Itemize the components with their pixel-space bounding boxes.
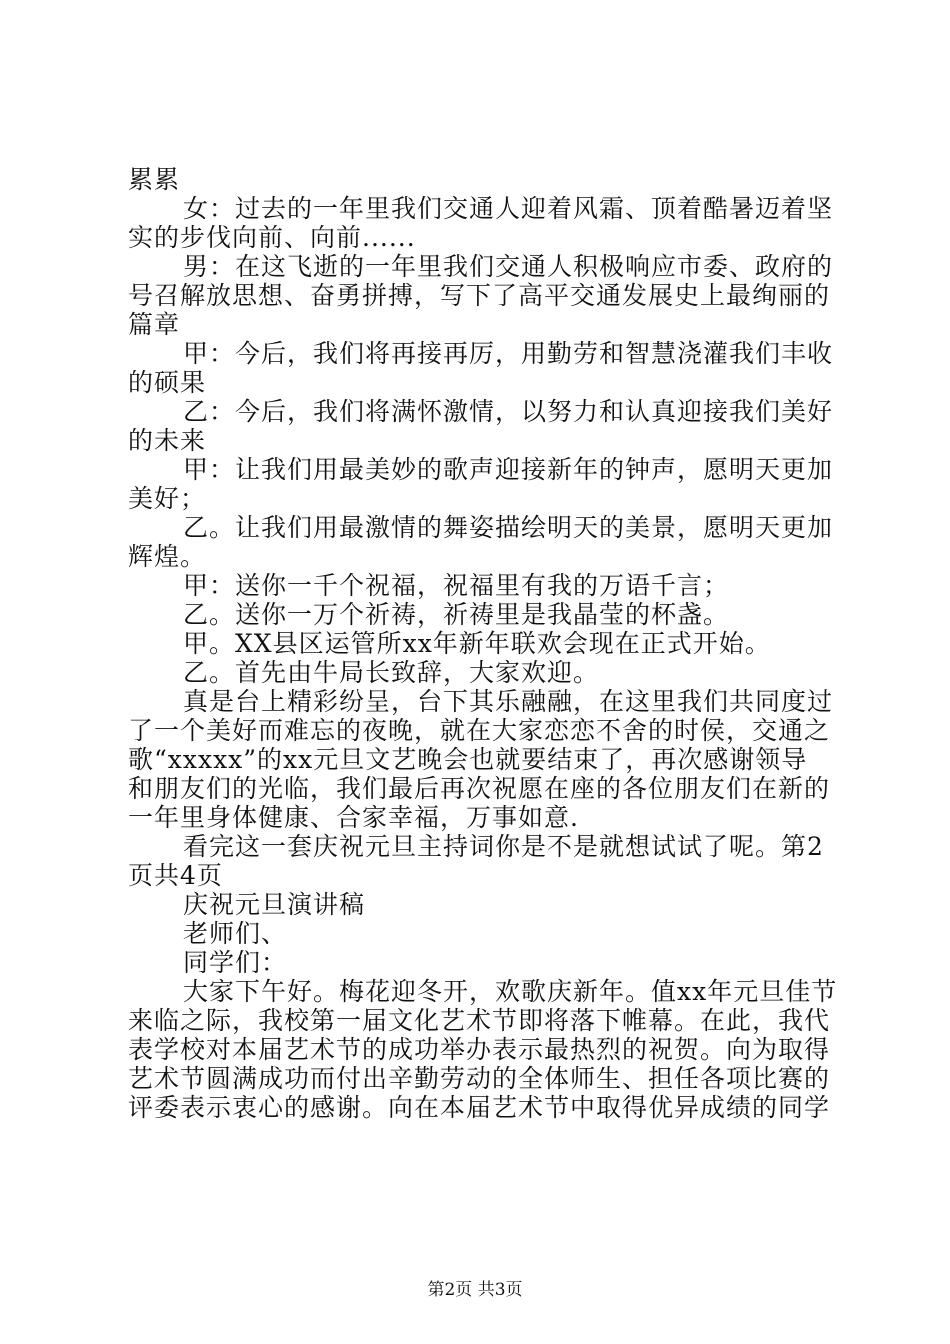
text-line: 女：过去的一年里我们交通人迎着风霜、顶着酷暑迈着坚 xyxy=(183,194,834,223)
text-line: 男：在这飞逝的一年里我们交通人积极响应市委、政府的 xyxy=(183,252,834,281)
text-line: 同学们： xyxy=(183,948,288,977)
text-line: 看完这一套庆祝元旦主持词你是不是就想试试了呢。第2 xyxy=(183,832,824,861)
text-line: 和朋友们的光临，我们最后再次祝愿在座的各位朋友们在新的 xyxy=(128,774,831,803)
text-line: 累累 xyxy=(128,165,181,194)
text-line: 庆祝元旦演讲稿 xyxy=(183,890,366,919)
text-line: 甲：今后，我们将再接再厉，用勤劳和智慧浇灌我们丰收 xyxy=(183,339,834,368)
text-line: 来临之际，我校第一届文化艺术节即将落下帷幕。在此，我代 xyxy=(128,1006,831,1035)
page-number-label: 第2页 共3页 xyxy=(427,1280,523,1300)
text-line: 的未来 xyxy=(128,426,207,455)
text-line: 甲。XX县区运管所xx年新年联欢会现在正式开始。 xyxy=(183,629,771,658)
text-line: 辉煌。 xyxy=(128,542,207,571)
text-line: 乙：今后，我们将满怀激情，以努力和认真迎接我们美好 xyxy=(183,397,834,426)
text-line: 老师们、 xyxy=(183,919,288,948)
text-line: 乙。首先由牛局长致辞，大家欢迎。 xyxy=(183,658,600,687)
text-line: 表学校对本届艺术节的成功举办表示最热烈的祝贺。向为取得 xyxy=(128,1035,831,1064)
text-line: 实的步伐向前、向前...... xyxy=(128,223,416,252)
text-line: 真是台上精彩纷呈，台下其乐融融，在这里我们共同度过 xyxy=(183,687,834,716)
text-line: 的硕果 xyxy=(128,368,207,397)
text-line: 大家下午好。梅花迎冬开，欢歌庆新年。值xx年元旦佳节 xyxy=(183,977,838,1006)
text-line: 乙。送你一万个祈祷，祈祷里是我晶莹的杯盏。 xyxy=(183,600,730,629)
text-line: 歌“xxxxx”的xx元旦文艺晚会也就要结束了，再次感谢领导 xyxy=(128,745,808,774)
text-line: 艺术节圆满成功而付出辛勤劳动的全体师生、担任各项比赛的 xyxy=(128,1064,831,1093)
text-line: 美好； xyxy=(128,484,207,513)
text-line: 了一个美好而难忘的夜晚，就在大家恋恋不舍的时侯，交通之 xyxy=(128,716,831,745)
text-line: 评委表示衷心的感谢。向在本届艺术节中取得优异成绩的同学 xyxy=(128,1093,831,1122)
text-line: 页共4页 xyxy=(128,861,223,890)
document-body xyxy=(128,165,848,1122)
text-line: 一年里身体健康、合家幸福，万事如意. xyxy=(128,803,579,832)
text-line: 篇章 xyxy=(128,310,181,339)
text-line: 甲：送你一千个祝福，祝福里有我的万语千言； xyxy=(183,571,730,600)
text-line: 号召解放思想、奋勇拼搏，写下了高平交通发展史上最绚丽的 xyxy=(128,281,831,310)
text-line: 乙。让我们用最激情的舞姿描绘明天的美景，愿明天更加 xyxy=(183,513,834,542)
text-line: 甲：让我们用最美妙的歌声迎接新年的钟声，愿明天更加 xyxy=(183,455,834,484)
page-footer xyxy=(0,1280,950,1300)
